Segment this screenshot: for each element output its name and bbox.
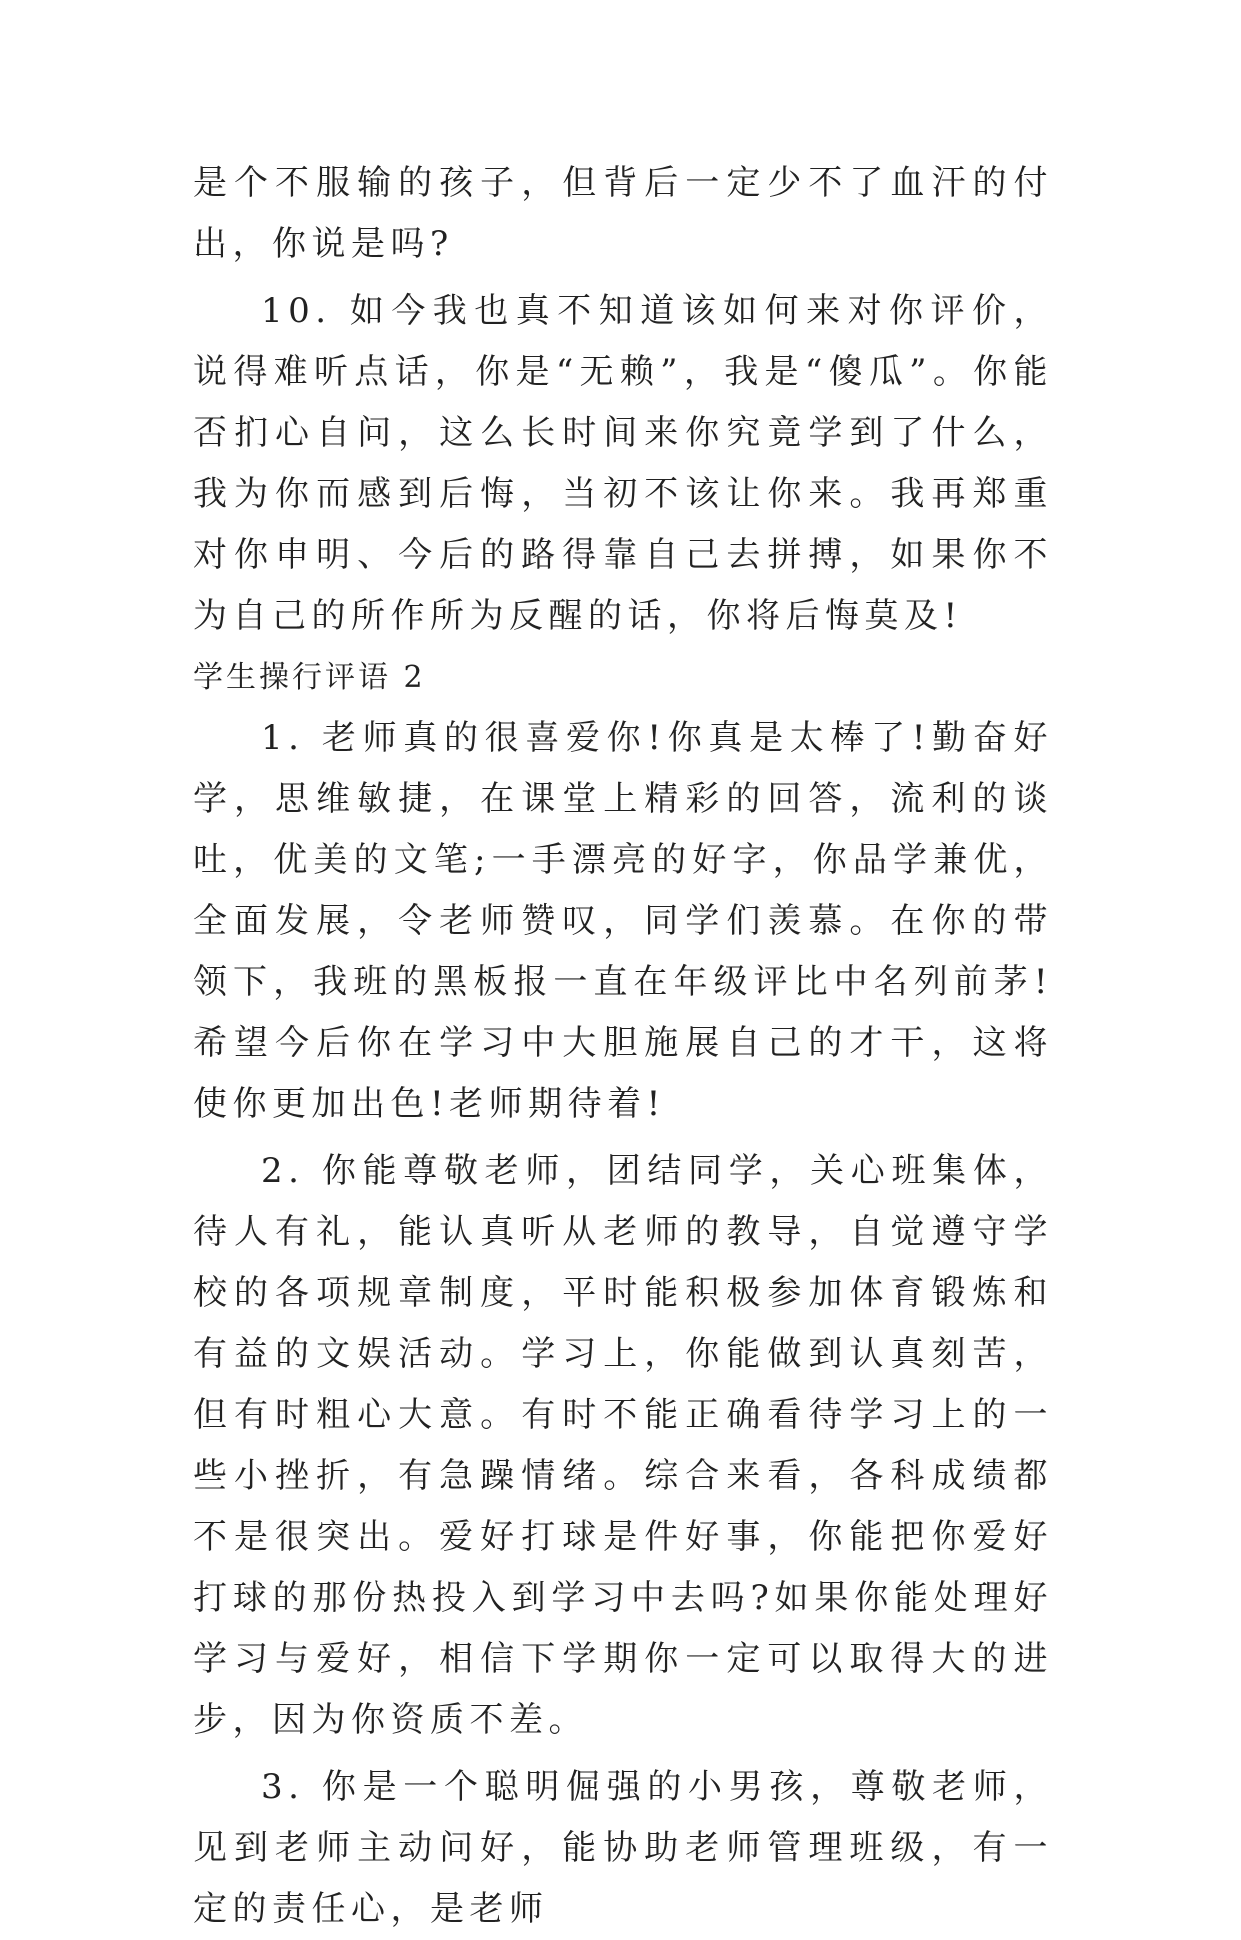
- paragraph-continuation: 是个不服输的孩子，但背后一定少不了血汗的付出，你说是吗?: [193, 163, 1053, 264]
- section-heading: 学生操行评语 2: [193, 660, 426, 695]
- paragraph-item-1: 1. 老师真的很喜爱你!你真是太棒了!勤奋好学，思维敏捷，在课堂上精彩的回答，流利的谈吐，优美的文笔;一手漂亮的好字，你品学兼优，全面发展，令老师赞叹，同学们羡慕。在你的带领下，我班的黑板报一直在年级评比中名列前茅!希望今后你在学习中大胆施展自己的才干，这将使你更加出色!老师期待着!: [193, 718, 1053, 1124]
- paragraph-item-2: 2. 你能尊敬老师，团结同学，关心班集体，待人有礼，能认真听从老师的教导，自觉遵守学校的各项规章制度，平时能积极参加体育锻炼和有益的文娱活动。学习上，你能做到认真刻苦，但有时粗心大意。有时不能正确看待学习上的一些小挫折，有急躁情绪。综合来看，各科成绩都不是很突出。爱好打球是件好事，你能把你爱好打球的那份热投入到学习中去吗?如果你能处理好学习与爱好，相信下学期你一定可以取得大的进步，因为你资质不差。: [193, 1151, 1053, 1740]
- paragraph-item-3: 3. 你是一个聪明倔强的小男孩，尊敬老师，见到老师主动问好，能协助老师管理班级，有一定的责任心，是老师: [193, 1767, 1053, 1929]
- document-body: [193, 153, 1053, 1940]
- paragraph-item-10: 10. 如今我也真不知道该如何来对你评价，说得难听点话，你是“无赖”，我是“傻瓜”。你能否扪心自问，这么长时间来你究竟学到了什么，我为你而感到后悔，当初不该让你来。我再郑重对你申明、今后的路得靠自己去拼搏，如果你不为自己的所作所为反醒的话，你将后悔莫及!: [193, 291, 1053, 636]
